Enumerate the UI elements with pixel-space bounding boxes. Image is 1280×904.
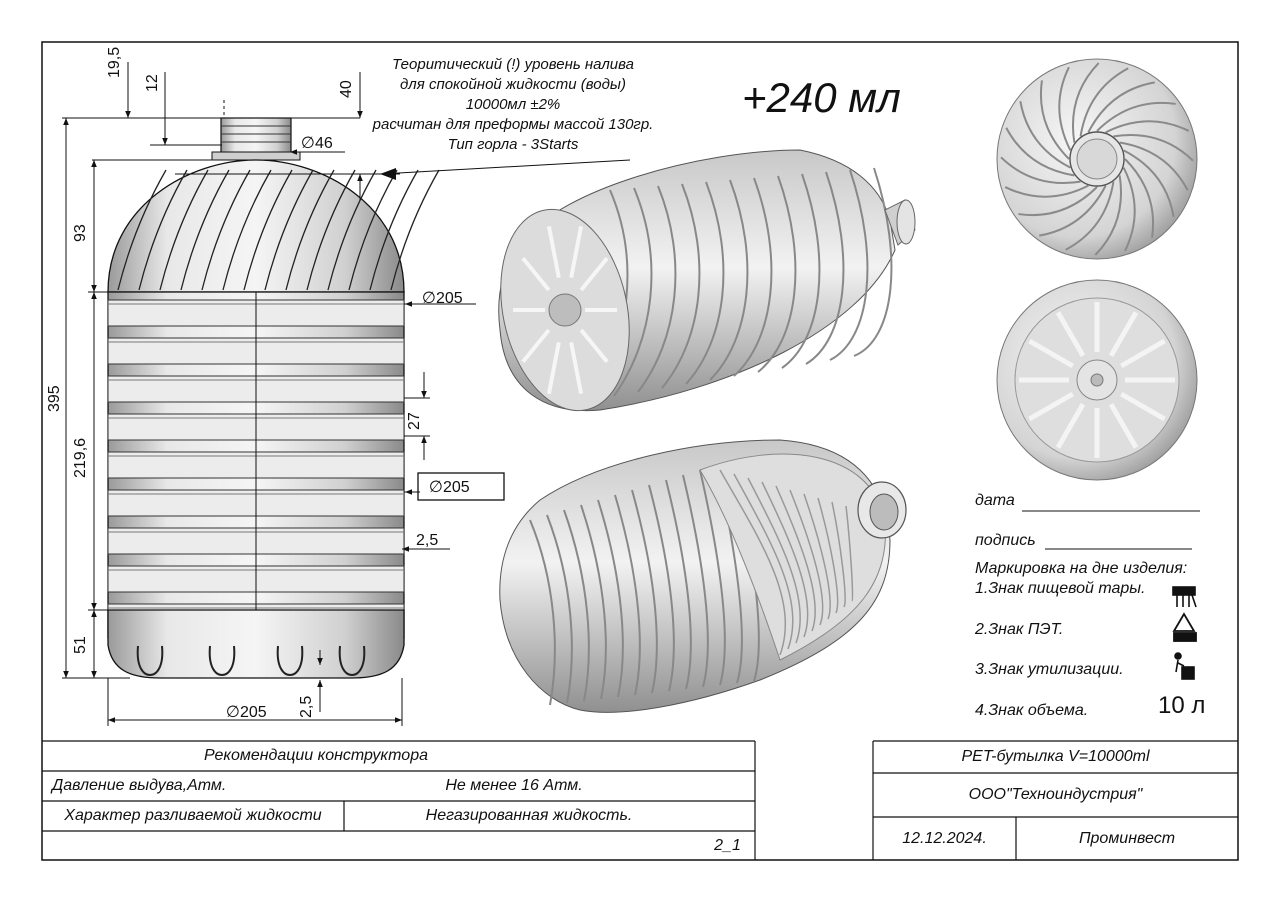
- note-line-4: расчитан для преформы массой 130гр.: [372, 116, 654, 133]
- value-liquid: Негазированная жидкость.: [425, 807, 633, 824]
- dim-93: 93: [72, 224, 89, 242]
- dim-2-5-bottom: 2,5: [298, 695, 315, 718]
- bottle-top-view: [997, 59, 1197, 259]
- param-pressure: Давление выдува,Атм.: [52, 777, 227, 794]
- dim-diameter-205-mid: ∅205: [429, 479, 470, 496]
- dim-40: 40: [338, 80, 355, 98]
- note-line-3: 10000мл ±2%: [465, 96, 561, 113]
- dim-219-6: 219,6: [72, 437, 89, 478]
- signature-label: подпись: [975, 532, 1036, 549]
- sheet-number: 2_1: [714, 836, 741, 854]
- recommendations-title: Рекомендации конструктора: [204, 747, 428, 764]
- dim-51: 51: [72, 636, 89, 654]
- marking-title: Маркировка на дне изделия:: [975, 560, 1188, 577]
- note-line-5: Тип горла - 3Starts: [447, 136, 579, 153]
- bottle-iso-view-1: [483, 150, 915, 423]
- fill-level-note: [363, 55, 663, 155]
- bottle-iso-view-2: [500, 440, 906, 712]
- param-liquid: Характер разливаемой жидкости: [64, 807, 322, 824]
- volume-mark: 10 л: [1158, 692, 1206, 719]
- date-label: дата: [975, 492, 1015, 509]
- client-name: Проминвест: [1078, 829, 1176, 847]
- dim-diameter-205-bottom: ∅205: [226, 704, 267, 721]
- dim-27: 27: [406, 412, 423, 430]
- marking-item-2: 2.Знак ПЭТ.: [975, 621, 1064, 638]
- dim-diameter-46: ∅46: [301, 135, 333, 152]
- dim-2-5-side: 2,5: [416, 532, 439, 549]
- food-container-icon: [1173, 587, 1196, 607]
- drawing-date: 12.12.2024.: [902, 829, 987, 847]
- company-name: ООО"Техноиндустрия": [968, 786, 1143, 803]
- dim-395: 395: [46, 385, 63, 412]
- marking-item-3: 3.Знак утилизации.: [975, 661, 1124, 678]
- dim-diameter-205-top: ∅205: [422, 290, 463, 307]
- dim-12: 12: [144, 74, 161, 92]
- disposal-icon: [1175, 653, 1194, 679]
- marking-item-4: 4.Знак объема.: [975, 702, 1089, 719]
- note-line-1: Теоритический (!) уровень налива: [392, 56, 634, 73]
- dim-19-5: 19,5: [106, 46, 123, 78]
- extra-volume-label: +240 мл: [742, 74, 901, 121]
- note-line-2: для спокойной жидкости (воды): [400, 76, 626, 93]
- product-name: PET-бутылка V=10000ml: [961, 748, 1150, 765]
- pet-recycle-icon: [1174, 614, 1196, 641]
- bottle-bottom-view: [997, 280, 1197, 480]
- marking-item-1: 1.Знак пищевой тары.: [975, 580, 1146, 597]
- bottle-side-view: [108, 118, 439, 678]
- value-pressure: Не менее 16 Атм.: [445, 777, 583, 794]
